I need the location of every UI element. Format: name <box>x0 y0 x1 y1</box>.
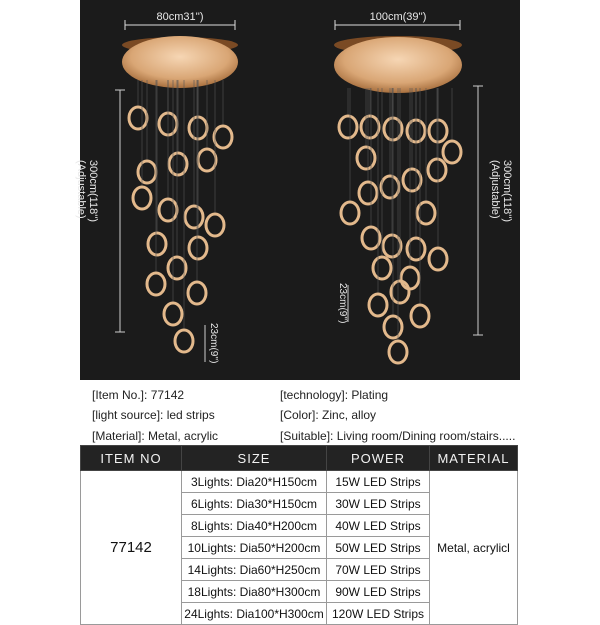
ring-light <box>411 305 429 327</box>
size-cell: 3Lights: Dia20*H150cm <box>182 471 327 493</box>
ring-light <box>401 267 419 289</box>
rings-left <box>129 80 232 352</box>
power-cell: 30W LED Strips <box>327 493 430 515</box>
spec-value: led strips <box>163 408 215 422</box>
ring-light <box>159 199 177 221</box>
ring-light <box>389 341 407 363</box>
right-gap-label: 23cm(9'') <box>337 283 348 324</box>
spec-value: Plating <box>348 388 389 402</box>
ring-light <box>148 233 166 255</box>
size-table <box>80 445 518 625</box>
ring-light <box>357 147 375 169</box>
power-cell: 90W LED Strips <box>327 581 430 603</box>
ring-light <box>169 153 187 175</box>
ring-light <box>147 273 165 295</box>
ring-light <box>206 214 224 236</box>
header-size: SIZE <box>182 446 327 471</box>
header-power: POWER <box>327 446 430 471</box>
ring-light <box>391 281 409 303</box>
size-cell: 6Lights: Dia30*H150cm <box>182 493 327 515</box>
ring-light <box>168 257 186 279</box>
spec-key: [Color]: <box>280 408 319 422</box>
ring-light <box>339 116 357 138</box>
ring-light <box>214 126 232 148</box>
ring-light <box>369 294 387 316</box>
item-no-cell: 77142 <box>81 471 182 625</box>
spec-color <box>280 408 376 422</box>
ring-light <box>185 206 203 228</box>
spec-value: Zinc, alloy <box>318 408 377 422</box>
ring-light <box>429 248 447 270</box>
canopy-right <box>334 37 462 93</box>
spec-key: [light source]: <box>92 408 164 422</box>
size-cell: 8Lights: Dia40*H200cm <box>182 515 327 537</box>
canopy-left <box>122 36 238 88</box>
power-cell: 50W LED Strips <box>327 537 430 559</box>
table-body <box>81 471 518 625</box>
ring-light <box>138 161 156 183</box>
product-photo <box>75 0 520 380</box>
power-cell: 40W LED Strips <box>327 515 430 537</box>
ring-light <box>384 316 402 338</box>
ring-light <box>189 237 207 259</box>
right-adjust-label: (Adjustable) <box>489 160 501 219</box>
power-cell: 15W LED Strips <box>327 471 430 493</box>
size-cell: 10Lights: Dia50*H200cm <box>182 537 327 559</box>
ring-light <box>175 330 193 352</box>
size-cell: 14Lights: Dia60*H250cm <box>182 559 327 581</box>
power-cell: 120W LED Strips <box>327 603 430 625</box>
spec-key: [Suitable]: <box>280 429 334 443</box>
material-cell: Metal, acrylicl <box>430 471 518 625</box>
spec-value: Metal, acrylic <box>144 429 219 443</box>
table-row <box>81 471 518 493</box>
left-gap-label: 23cm(9'') <box>208 323 219 364</box>
ring-light <box>443 141 461 163</box>
ring-light <box>359 182 377 204</box>
left-height-label: 300cm(118'') <box>87 160 99 223</box>
spec-material <box>92 429 218 443</box>
spec-value: 77142 <box>147 388 185 402</box>
spec-value: Living room/Dining room/stairs..... <box>333 429 516 443</box>
spec-key: [Item No.]: <box>92 388 148 402</box>
ring-light <box>373 257 391 279</box>
power-cell: 70W LED Strips <box>327 559 430 581</box>
spec-light-source <box>92 408 215 422</box>
rings-right <box>339 88 461 363</box>
ring-light <box>198 149 216 171</box>
table-header-row <box>81 446 518 471</box>
ring-light <box>403 169 421 191</box>
spec-key: [technology]: <box>280 388 349 402</box>
chandelier-illustration <box>75 0 520 380</box>
spec-suitable <box>280 429 515 443</box>
size-cell: 18Lights: Dia80*H300cm <box>182 581 327 603</box>
spec-technology <box>280 388 388 402</box>
ring-light <box>381 176 399 198</box>
ring-light <box>164 303 182 325</box>
right-height-label: 300cm(118'') <box>501 160 513 223</box>
ring-light <box>341 202 359 224</box>
ring-light <box>362 227 380 249</box>
header-item-no: ITEM NO <box>81 446 182 471</box>
spec-item-no <box>92 388 184 402</box>
left-width-label: 80cm31'') <box>156 11 204 23</box>
ring-light <box>361 116 379 138</box>
right-width-label: 100cm(39'') <box>369 11 427 23</box>
spec-key: [Material]: <box>92 429 145 443</box>
ring-light <box>133 187 151 209</box>
ring-light <box>188 282 206 304</box>
size-cell: 24Lights: Dia100*H300cm <box>182 603 327 625</box>
ring-light <box>428 159 446 181</box>
left-adjust-label: (Adjustable) <box>75 160 87 219</box>
ring-light <box>129 107 147 129</box>
header-material: MATERIAL <box>430 446 518 471</box>
